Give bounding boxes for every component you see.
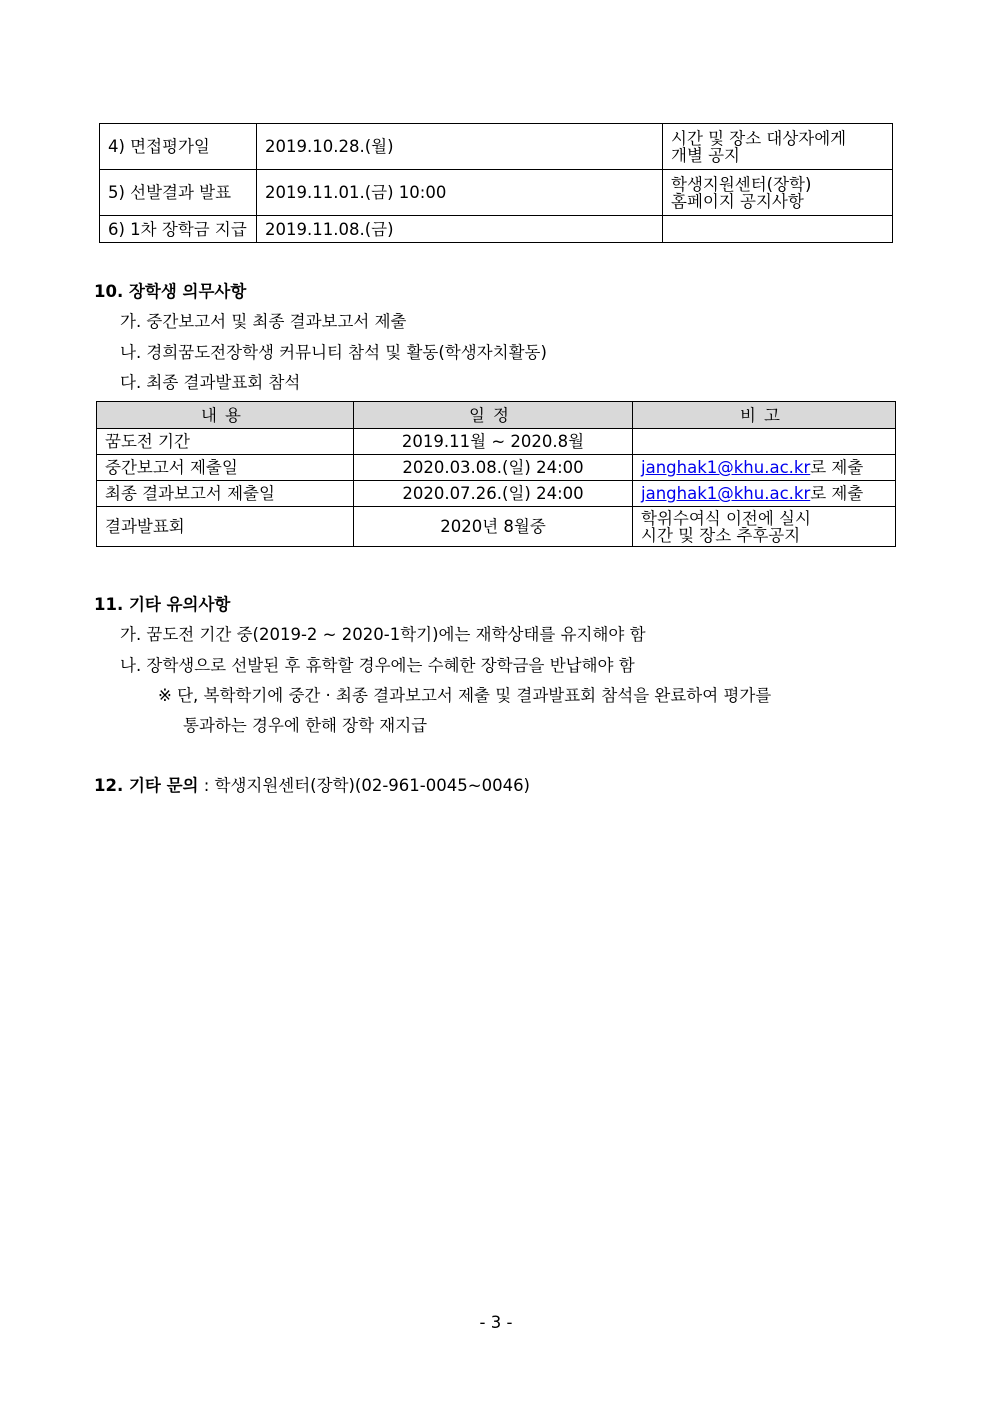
- section-11-item: 나. 장학생으로 선발된 후 휴학할 경우에는 수혜한 장학금을 반납해야 함: [120, 656, 635, 675]
- date-cell: 2019.11.08.(금): [257, 216, 663, 243]
- step-cell: 6) 1차 장학금 지급: [100, 216, 257, 243]
- note-line: 시간 및 장소 대상자에게: [671, 128, 847, 148]
- section-10-item: 다. 최종 결과발표회 참석: [120, 373, 301, 392]
- note-line: 홈페이지 공지사항: [671, 191, 804, 211]
- note-line: 개별 공지: [671, 145, 741, 165]
- note-line: 학위수여식 이전에 실시: [641, 508, 811, 528]
- section-10-heading: 10. 장학생 의무사항: [94, 282, 247, 301]
- schedule-cell: 2020년 8월중: [354, 507, 633, 547]
- date-cell: 2019.10.28.(월): [257, 124, 663, 170]
- note-suffix: 로 제출: [810, 458, 864, 477]
- note-cell: [633, 455, 896, 481]
- table-row: [97, 507, 896, 547]
- item-cell: 꿈도전 기간: [97, 429, 354, 455]
- section-12: [94, 772, 530, 796]
- schedule-table: [99, 123, 893, 243]
- note-suffix: 로 제출: [810, 484, 864, 503]
- page-number: - 3 -: [479, 1313, 513, 1332]
- note-cell: [633, 429, 896, 455]
- note-cell: [633, 481, 896, 507]
- item-cell: 최종 결과보고서 제출일: [97, 481, 354, 507]
- email-link[interactable]: janghak1@khu.ac.kr: [641, 484, 811, 503]
- date-cell: 2019.11.01.(금) 10:00: [257, 170, 663, 216]
- section-10-item: 나. 경희꿈도전장학생 커뮤니티 참석 및 활동(학생자치활동): [120, 343, 547, 362]
- table-row: [100, 124, 893, 170]
- section-12-heading: 12. 기타 문의: [94, 776, 199, 795]
- table-row: [100, 170, 893, 216]
- note-line: 학생지원센터(장학): [671, 174, 812, 194]
- step-cell: 4) 면접평가일: [100, 124, 257, 170]
- table-row: [97, 429, 896, 455]
- schedule-cell: 2019.11월 ~ 2020.8월: [354, 429, 633, 455]
- header-note: 비고: [633, 402, 896, 429]
- note-cell: [633, 507, 896, 547]
- section-12-text: : 학생지원센터(장학)(02-961-0045~0046): [198, 776, 530, 795]
- section-11-heading: 11. 기타 유의사항: [94, 595, 231, 614]
- item-cell: 결과발표회: [97, 507, 354, 547]
- section-11-item: 가. 꿈도전 기간 중(2019-2 ~ 2020-1학기)에는 재학상태를 유지해야 함: [120, 625, 646, 644]
- header-item: 내용: [97, 402, 354, 429]
- note-cell: [663, 124, 893, 170]
- table-row: [100, 216, 893, 243]
- section-11-note: ※ 단, 복학학기에 중간 · 최종 결과보고서 제출 및 결과발표회 참석을 완료하여 평가를: [158, 686, 772, 705]
- note-cell: [663, 216, 893, 243]
- table-header-row: [97, 402, 896, 429]
- schedule-cell: 2020.07.26.(일) 24:00: [354, 481, 633, 507]
- schedule-cell: 2020.03.08.(일) 24:00: [354, 455, 633, 481]
- item-cell: 중간보고서 제출일: [97, 455, 354, 481]
- section-10-item: 가. 중간보고서 및 최종 결과보고서 제출: [120, 312, 407, 331]
- note-cell: [663, 170, 893, 216]
- note-line: 시간 및 장소 추후공지: [641, 525, 801, 545]
- email-link[interactable]: janghak1@khu.ac.kr: [641, 458, 811, 477]
- header-schedule: 일정: [354, 402, 633, 429]
- section-11-note-continued: 통과하는 경우에 한해 장학 재지급: [183, 716, 428, 735]
- step-cell: 5) 선발결과 발표: [100, 170, 257, 216]
- table-row: [97, 455, 896, 481]
- table-row: [97, 481, 896, 507]
- duties-table: [96, 401, 896, 547]
